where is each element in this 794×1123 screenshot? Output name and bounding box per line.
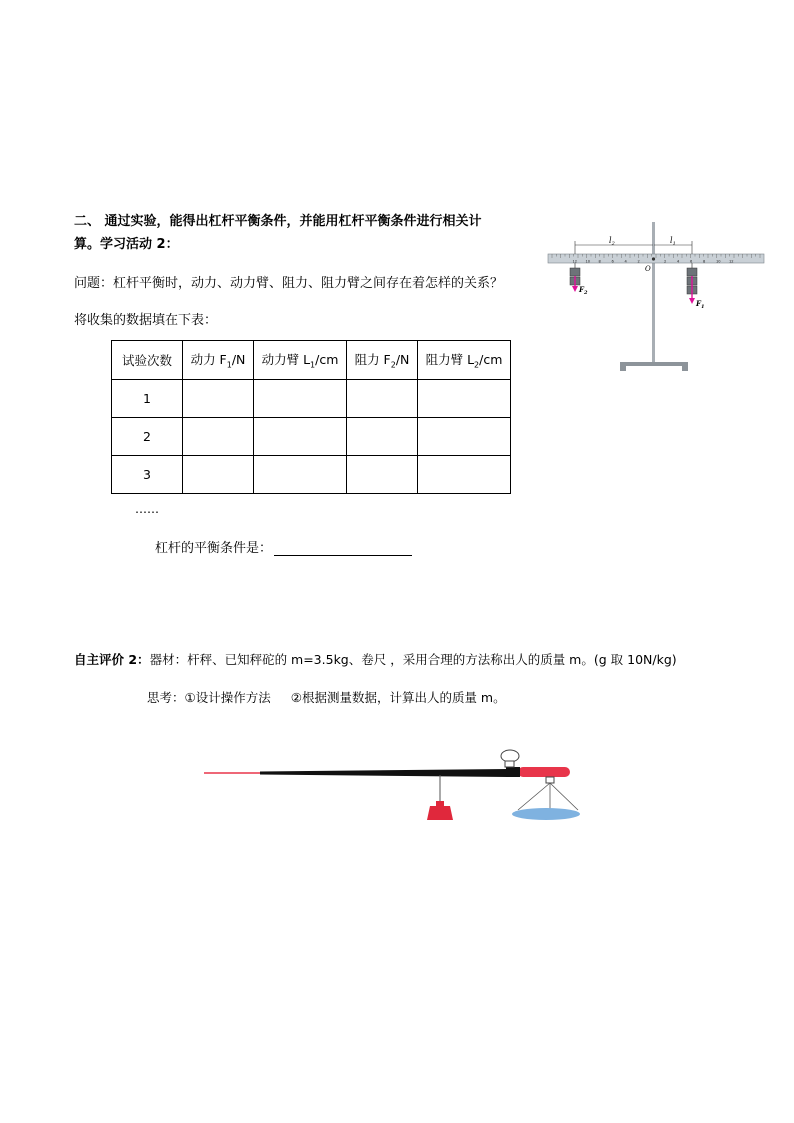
pan-string-left — [518, 783, 550, 810]
ruler-tick-label: 8 — [703, 259, 706, 264]
header-f2: 阻力 $F_2/N$ — [347, 341, 418, 380]
answer-blank[interactable] — [274, 541, 412, 556]
table-cell[interactable] — [418, 418, 511, 456]
table-cell[interactable] — [183, 456, 254, 494]
steelyard-handle-clip — [505, 761, 514, 767]
header-f1: 动力 $F_1/N$ — [183, 341, 254, 380]
pivot-point — [652, 257, 655, 260]
ruler-tick-label: 2 — [637, 259, 640, 264]
ruler-tick-label: 8 — [598, 259, 601, 264]
data-table — [111, 340, 511, 494]
steelyard-pan — [512, 808, 580, 820]
ruler-tick-label: 12 — [729, 259, 734, 264]
balance-condition — [155, 537, 412, 556]
steelyard-rod-collar — [506, 767, 520, 777]
pan-hook — [546, 777, 554, 783]
table-cell[interactable] — [347, 418, 418, 456]
table-header-row — [112, 341, 511, 380]
force-f2-arrowhead — [572, 286, 578, 292]
self-evaluation — [74, 650, 677, 668]
lever-figure — [544, 222, 766, 374]
row-index: 3 — [112, 456, 183, 494]
ruler-tick-label: 12 — [572, 259, 578, 264]
header-l1: 动力臂 $L_1/cm$ — [254, 341, 347, 380]
think-prompt — [147, 688, 506, 706]
balance-condition-label: 杠杆的平衡条件是： — [155, 541, 273, 556]
table-cell[interactable] — [254, 380, 347, 418]
think-step-1: ①设计操作方法 — [184, 690, 271, 705]
instruction-text: 将收集的数据填在下表： — [74, 313, 218, 328]
ruler-tick-label: 6 — [611, 259, 614, 264]
label-pivot-o: O — [645, 265, 651, 273]
table-cell[interactable] — [418, 456, 511, 494]
ruler-tick-label: 10 — [716, 259, 721, 264]
table-cell[interactable] — [254, 456, 347, 494]
row-index: 1 — [112, 380, 183, 418]
heading-line-1: 二、 通过实验，能得出杠杆平衡条件，并能用杠杆平衡条件进行相关计 — [74, 214, 482, 229]
table-cell[interactable] — [254, 418, 347, 456]
table-cell[interactable] — [183, 418, 254, 456]
right-weight-1 — [687, 268, 697, 276]
stand-foot-left — [620, 366, 626, 371]
evaluation-label: 自主评价 2： — [74, 652, 150, 667]
label-f1: $F_1$ — [696, 299, 705, 310]
steelyard-rod — [260, 769, 508, 777]
ruler-tick-label: 4 — [677, 259, 680, 264]
table-cell[interactable] — [347, 456, 418, 494]
table-row — [112, 456, 511, 494]
steelyard-rod-end — [518, 767, 570, 777]
ruler-tick-label: 6 — [690, 259, 693, 264]
table-row — [112, 380, 511, 418]
table-row — [112, 418, 511, 456]
table-cell[interactable] — [183, 380, 254, 418]
label-f2: $F_2$ — [579, 285, 588, 296]
ruler-tick-label: 4 — [624, 259, 627, 264]
evaluation-text: 器材：杆秤、已知秤砣的 m=3.5kg、卷尺 ，采用合理的方法称出人的质量 m。(g 取 10N/kg) — [149, 652, 677, 667]
row-index: 2 — [112, 418, 183, 456]
think-label: 思考： — [147, 690, 185, 705]
counterweight — [427, 806, 453, 820]
more-rows-ellipsis: …… — [135, 502, 159, 516]
pan-string-right — [550, 783, 578, 810]
table-cell[interactable] — [418, 380, 511, 418]
label-l2: $l_2$ — [609, 236, 615, 247]
table-cell[interactable] — [347, 380, 418, 418]
steelyard-handle-loop — [501, 750, 519, 762]
steelyard-figure — [200, 745, 580, 825]
stand-base — [620, 362, 688, 366]
stand-pole — [652, 222, 655, 364]
header-trial: 试验次数 — [112, 341, 183, 380]
question-text: 问题：杠杆平衡时，动力、动力臂、阻力、阻力臂之间存在着怎样的关系？ — [74, 276, 504, 291]
label-l1: $l_1$ — [670, 236, 676, 247]
ruler-tick-label: 2 — [664, 259, 667, 264]
left-weight-top — [570, 268, 580, 276]
force-f1-arrowhead — [689, 298, 695, 304]
counterweight-top — [436, 801, 444, 806]
section-heading — [74, 210, 544, 256]
think-step-2: ②根据测量数据，计算出人的质量 m。 — [290, 690, 506, 705]
stand-foot-right — [682, 366, 688, 371]
ruler-tick-label: 10 — [585, 259, 591, 264]
heading-line-2: 算。学习活动 2： — [74, 237, 179, 252]
header-l2: 阻力臂 $L_2/cm$ — [418, 341, 511, 380]
